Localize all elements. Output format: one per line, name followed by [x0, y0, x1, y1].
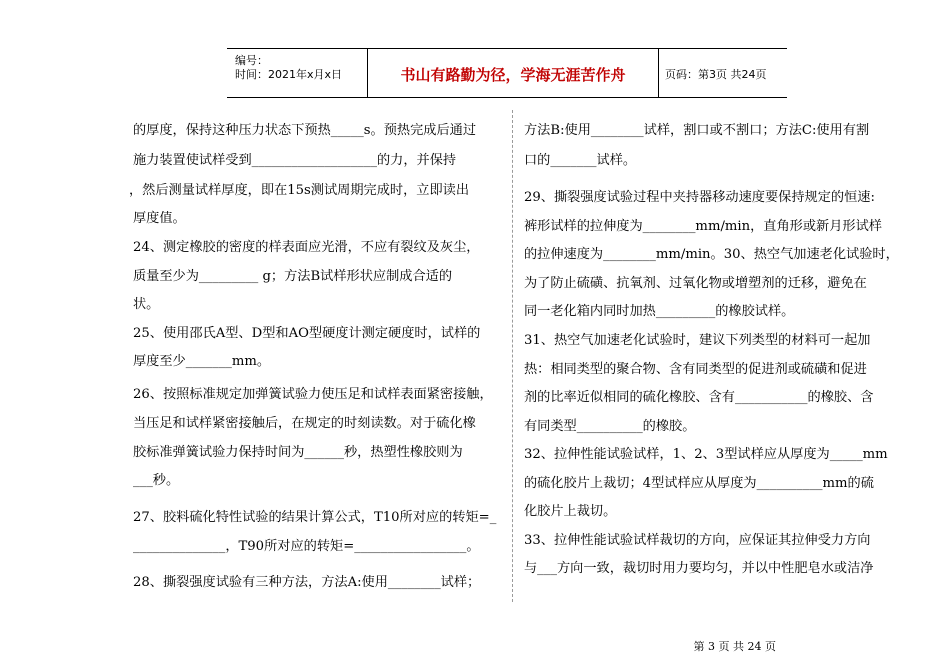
left-text-line: 当压足和试样紧密接触后，在规定的时刻读数。对于硫化橡 — [133, 416, 476, 431]
right-text-line: 32、拉伸性能试验试样，1、2、3型试样应从厚度为_____mm — [524, 447, 888, 462]
right-text-line: 热：相同类型的聚合物、含有同类型的促进剂或硫磺和促进 — [524, 362, 867, 377]
document-date: 时间：2021年x月x日 — [235, 68, 343, 81]
document-number-label: 编号： — [235, 54, 268, 67]
right-text-line: 31、热空气加速老化试验时，建议下列类型的材料可一起加 — [524, 333, 871, 348]
page-footer: 第 3 页 共 24 页 — [693, 640, 776, 653]
header-motto: 书山有路勤为径，学海无涯苦作舟 — [400, 66, 626, 84]
left-text-line: ，然后测量试样厚度，即在15s测试周期完成时，立即读出 — [129, 183, 470, 198]
right-text-line: 同一老化箱内同时加热_________的橡胶试样。 — [524, 304, 795, 319]
right-text-line: 为了防止硫磺、抗氧剂、过氧化物或增塑剂的迁移，避免在 — [524, 276, 867, 291]
left-text-line: 的厚度，保持这种压力状态下预热_____s。预热完成后通过 — [133, 123, 477, 138]
left-text-line: 25、使用邵氏A型、D型和AO型硬度计测定硬度时，试样的 — [133, 326, 481, 341]
right-text-line: 的硫化胶片上裁切；4型试样应从厚度为__________mm的硫 — [524, 476, 874, 491]
left-text-line: ______________，T90所对应的转矩=_________________。 — [133, 539, 480, 554]
right-text-line: 剂的比率近似相同的硫化橡胶、含有___________的橡胶、含 — [524, 390, 874, 405]
right-text-line: 与___方向一致，裁切时用力要均匀，并以中性肥皂水或洁净 — [524, 561, 874, 576]
left-text-line: 质量至少为_________ g；方法B试样形状应制成合适的 — [133, 269, 453, 284]
column-divider — [512, 110, 513, 602]
right-text-line: 口的_______试样。 — [524, 153, 637, 168]
left-text-line: 施力装置使试样受到___________________的力，并保持 — [133, 153, 457, 168]
right-text-line: 化胶片上裁切。 — [524, 504, 617, 519]
left-text-line: 厚度值。 — [133, 211, 186, 226]
header-info-cell — [227, 49, 368, 97]
left-text-line: 24、测定橡胶的密度的样表面应光滑，不应有裂纹及灰尘， — [133, 240, 480, 255]
left-text-line: 26、按照标准规定加弹簧试验力使压足和试样表面紧密接触， — [133, 387, 493, 402]
right-text-line: 29、撕裂强度试验过程中夹持器移动速度要保持规定的恒速: — [524, 190, 875, 205]
right-text-line: 33、拉伸性能试验试样裁切的方向，应保证其拉伸受力方向 — [524, 533, 871, 548]
header-page-number: 页码：第3页 共24页 — [665, 68, 767, 81]
left-text-line: 胶标准弹簧试验力保持时间为______秒，热塑性橡胶则为 — [133, 445, 463, 460]
right-text-line: 裤形试样的拉伸度为________mm/min，直角形或新月形试样 — [524, 219, 882, 234]
header-motto-cell — [368, 49, 659, 97]
left-text-line: 28、撕裂强度试验有三种方法，方法A:使用________试样； — [133, 575, 481, 590]
right-text-line: 方法B:使用________试样，割口或不割口；方法C:使用有割 — [524, 123, 870, 138]
left-text-line: 厚度至少_______mm。 — [133, 354, 271, 369]
header-page-cell — [659, 49, 787, 97]
right-text-line: 有同类型__________的橡胶。 — [524, 419, 696, 434]
left-text-line: 27、胶料硫化特性试验的结果计算公式，T10所对应的转矩=_ — [133, 510, 497, 525]
page-header — [227, 48, 787, 98]
right-text-line: 的拉伸速度为________mm/min。30、热空气加速老化试验时， — [524, 247, 899, 262]
left-text-line: ___秒。 — [133, 473, 180, 488]
left-text-line: 状。 — [133, 297, 160, 312]
